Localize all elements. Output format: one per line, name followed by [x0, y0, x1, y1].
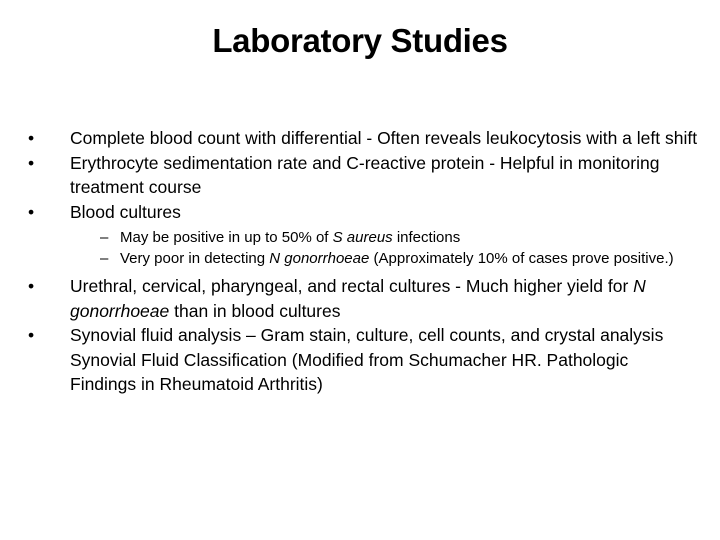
bullet-text-before: Urethral, cervical, pharyngeal, and rectal cultures - Much higher yield for [70, 276, 634, 296]
sub-bullet-item-s-aureus [100, 228, 680, 247]
sub-bullet-text-italic: N gonorrhoeae [269, 250, 370, 267]
bullet-item-synovial-fluid [28, 323, 698, 397]
bullet-marker: • [28, 128, 35, 148]
bullet-item-urethral-cultures [28, 274, 698, 323]
bullet-text-italic: N gonorrhoeae [70, 276, 646, 321]
sub-bullet-text-before: May be positive in up to 50% of [120, 229, 333, 246]
sub-bullet-list [28, 228, 698, 268]
sub-bullet-text-italic: S aureus [332, 229, 393, 246]
bullet-text: Complete blood count with differential - Often reveals leukocytosis with a left shift [70, 128, 698, 148]
slide-title: Laboratory Studies [212, 22, 508, 59]
sub-bullet-text-before: Very poor in detecting [120, 250, 270, 267]
bullet-text: Erythrocyte sedimentation rate and C-reactive protein - Helpful in monitoring treatment course [70, 152, 660, 197]
bullet-marker: • [28, 325, 35, 345]
bullet-marker: • [28, 276, 35, 296]
bullet-item-esr-crp [28, 151, 698, 200]
bullet-text: Synovial fluid analysis – Gram stain, culture, cell counts, and crystal analysis Synovial Fluid Classification (Modified from Schumacher HR. Pathologic Findings in Rheumatoid Arthritis) [70, 325, 664, 394]
bullet-list [28, 126, 698, 397]
bullet-marker: • [28, 201, 35, 222]
bullet-text-after: than in blood cultures [169, 300, 341, 321]
sub-bullet-marker: – [100, 250, 109, 267]
sub-bullet-marker: – [100, 229, 109, 246]
bullet-text: Blood cultures [70, 201, 181, 222]
sub-bullet-text-after: (Approximately 10% of cases prove positive.) [369, 250, 674, 267]
sub-bullet-text-after: infections [392, 229, 461, 246]
bullet-item-blood-cultures [28, 200, 698, 225]
bullet-marker: • [28, 152, 35, 173]
bullet-item-cbc [28, 126, 698, 151]
sub-bullet-item-n-gonorrhoeae [100, 249, 680, 268]
